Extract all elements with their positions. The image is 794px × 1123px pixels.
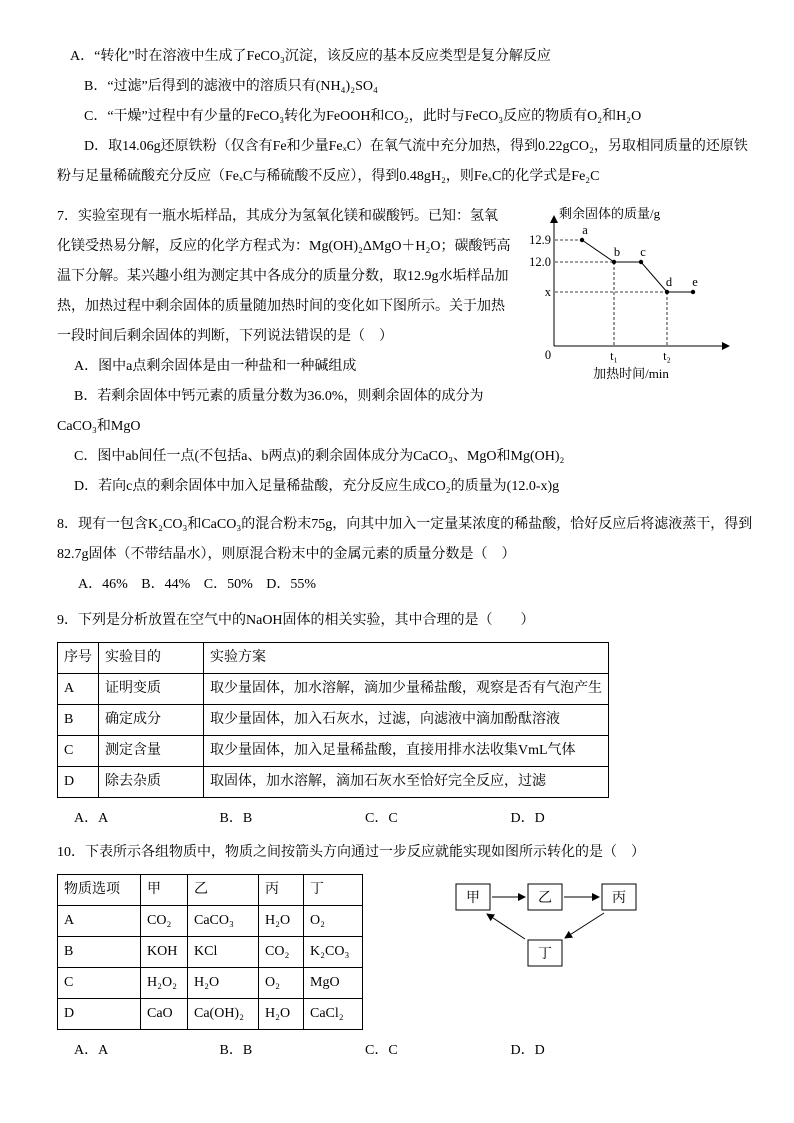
node-ding-label: 丁 — [538, 947, 552, 962]
question-6-options — [57, 42, 754, 192]
point-d-label: d — [665, 275, 673, 289]
q9-row-a-number: A — [58, 674, 99, 705]
point-b-label: b — [613, 245, 621, 259]
q10-row-c-option: C — [58, 968, 141, 999]
point-e-label: e — [692, 275, 698, 289]
table-row — [58, 767, 609, 798]
q10-table — [57, 874, 363, 1030]
q9-answer-options — [57, 804, 754, 834]
arrow-bing-to-ding — [565, 913, 604, 938]
xtick-t2: t₂ — [663, 349, 671, 363]
question-9 — [57, 606, 754, 834]
xtick-t1: t₁ — [610, 349, 618, 363]
q9-row-d-number: D — [58, 767, 99, 798]
q10-row-c-yi: H₂O — [188, 968, 259, 999]
q9-row-c-plan: 取少量固体，加入足量稀盐酸，直接用排水法收集VmL气体 — [204, 736, 609, 767]
point-a-label: a — [582, 223, 588, 237]
q8-stem: 8．现有一包含K₂CO₃和CaCO₃的混合粉末75g，向其中加入一定量某浓度的稀盐酸，恰好反应后将滤液蒸干，得到82.7g固体（不带结晶水），则原混合粉末中的金属元素的质量分数是（ ） — [57, 517, 753, 562]
q9-table — [57, 642, 609, 798]
question-8 — [57, 510, 754, 600]
q10-row-c-jia: H₂O₂ — [141, 968, 188, 999]
q9-header-number: 序号 — [58, 643, 99, 674]
q7-graph — [519, 204, 754, 402]
q7-chart-svg — [519, 204, 754, 402]
q8-option-d: D．55% — [266, 577, 317, 592]
table-row — [58, 937, 363, 968]
q10-row-a-option: A — [58, 906, 141, 937]
q10-answer-options — [57, 1036, 754, 1066]
point-e-dot — [691, 290, 695, 294]
q10-row-b-jia: KOH — [141, 937, 188, 968]
q10-row-b-yi: KCl — [188, 937, 259, 968]
q6-option-b: B．“过滤”后得到的滤液中的溶质只有(NH₄)₂SO₄ — [84, 79, 378, 94]
q10-row-b-option: B — [58, 937, 141, 968]
q8-option-a: A．46% — [78, 577, 128, 592]
q10-diagram-svg — [452, 876, 642, 976]
q9-row-a-purpose: 证明变质 — [99, 674, 204, 705]
q9-header-purpose: 实验目的 — [99, 643, 204, 674]
point-b-dot — [612, 260, 616, 264]
q10-answer-c: C．C — [365, 1043, 398, 1058]
q9-row-c-number: C — [58, 736, 99, 767]
q10-header-bing: 丙 — [259, 875, 304, 906]
point-c-dot — [639, 260, 643, 264]
node-jia-label: 甲 — [466, 891, 480, 906]
table-row — [58, 999, 363, 1030]
q10-row-d-jia: CaO — [141, 999, 188, 1030]
q9-answer-d: D．D — [510, 811, 545, 826]
q10-row-d-yi: Ca(OH)₂ — [188, 999, 259, 1030]
q7-option-d: D．若向c点的剩余固体中加入足量稀盐酸，充分反应生成CO₂的质量为(12.0-x)g — [74, 479, 560, 494]
q9-row-b-purpose: 确定成分 — [99, 705, 204, 736]
q9-row-b-plan: 取少量固体，加入石灰水，过滤，向滤液中滴加酚酞溶液 — [204, 705, 609, 736]
q9-answer-c: C．C — [365, 811, 398, 826]
table-row — [58, 736, 609, 767]
q10-answer-b: B．B — [219, 1043, 253, 1058]
q10-row-b-bing: CO₂ — [259, 937, 304, 968]
q9-stem: 9．下列是分析放置在空气中的NaOH固体的相关实验，其中合理的是（ ） — [57, 613, 535, 628]
q6-option-a: A．“转化”时在溶液中生成了FeCO₃沉淀，该反应的基本反应类型是复分解反应 — [70, 49, 551, 64]
q10-row-d-ding: CaCl₂ — [304, 999, 363, 1030]
node-yi-label: 乙 — [538, 891, 552, 906]
q8-option-c: C．50% — [203, 577, 253, 592]
q10-row-a-jia: CO₂ — [141, 906, 188, 937]
table-row — [58, 705, 609, 736]
q10-header-option: 物质选项 — [58, 875, 141, 906]
q9-header-row — [58, 643, 609, 674]
q9-header-plan: 实验方案 — [204, 643, 609, 674]
q9-row-c-purpose: 测定含量 — [99, 736, 204, 767]
q10-header-ding: 丁 — [304, 875, 363, 906]
q10-header-jia: 甲 — [141, 875, 188, 906]
chart-title: 剩余固体的质量/g — [559, 206, 661, 221]
question-7 — [57, 202, 754, 502]
q6-option-c: C．“干燥”过程中有少量的FeCO₃转化为FeOOH和CO₂，此时与FeCO₃反应的物质有O₂和H₂O — [84, 109, 642, 124]
q10-row-c-ding: MgO — [304, 968, 363, 999]
q7-option-b: B．若剩余固体中钙元素的质量分数为36.0%，则剩余固体的成分为CaCO₃和MgO — [57, 389, 484, 434]
q10-answer-d: D．D — [510, 1043, 545, 1058]
q10-transformation-diagram — [452, 876, 642, 976]
q7-option-a: A．图中a点剩余固体是由一种盐和一种碱组成 — [74, 359, 357, 374]
q10-stem: 10．下表所示各组物质中，物质之间按箭头方向通过一步反应就能实现如图所示转化的是（ ） — [57, 845, 645, 860]
q10-row-a-yi: CaCO₃ — [188, 906, 259, 937]
q8-options — [57, 570, 754, 600]
x-axis-title: 加热时间/min — [593, 366, 669, 381]
mass-curve — [582, 240, 693, 292]
q10-header-row — [58, 875, 363, 906]
q10-row-b-ding: K₂CO₃ — [304, 937, 363, 968]
ytick-x: x — [544, 285, 551, 299]
q10-row-a-ding: O₂ — [304, 906, 363, 937]
table-row — [58, 906, 363, 937]
table-row — [58, 968, 363, 999]
q8-option-b: B．44% — [141, 577, 191, 592]
arrow-ding-to-jia — [487, 914, 525, 939]
q9-row-b-number: B — [58, 705, 99, 736]
question-10 — [57, 838, 754, 1066]
node-bing-label: 丙 — [612, 891, 626, 906]
point-a-dot — [580, 238, 584, 242]
q9-row-d-plan: 取固体，加水溶解，滴加石灰水至恰好完全反应，过滤 — [204, 767, 609, 798]
q9-answer-a: A．A — [74, 811, 109, 826]
q6-option-d: D．取14.06g还原铁粉（仅含有Fe和少量FeₓC）在氧气流中充分加热，得到0.22gCO₂，另取相同质量的还原铁粉与足量稀硫酸充分反应（FeₓC与稀硫酸不反应），得到0.48gH₂，则FeₓC的化学式是Fe₂C — [57, 139, 748, 184]
q9-row-d-purpose: 除去杂质 — [99, 767, 204, 798]
table-row — [58, 674, 609, 705]
q10-row-c-bing: O₂ — [259, 968, 304, 999]
q7-stem: 7．实验室现有一瓶水垢样品，其成分为氢氧化镁和碳酸钙。已知：氢氧化镁受热易分解，反应的化学方程式为：Mg(OH)₂ΔMgO＋H₂O；碳酸钙高温下分解。某兴趣小组为测定其中各成分的质量分数，取12.9g水垢样品加热，加热过程中剩余固体的质量随加热时间的变化如下图所示。关于加热一段时间后剩余固体的判断，下列说法错误的是（ ） — [57, 209, 511, 344]
q10-header-yi: 乙 — [188, 875, 259, 906]
point-d-dot — [665, 290, 669, 294]
q9-answer-b: B．B — [219, 811, 253, 826]
ytick-12-9: 12.9 — [529, 233, 551, 247]
q9-row-a-plan: 取少量固体，加水溶解，滴加少量稀盐酸，观察是否有气泡产生 — [204, 674, 609, 705]
q10-row-d-bing: H₂O — [259, 999, 304, 1030]
point-c-label: c — [640, 245, 646, 259]
q10-row-a-bing: H₂O — [259, 906, 304, 937]
q7-option-c: C．图中ab间任一点(不包括a、b两点)的剩余固体成分为CaCO₃、MgO和Mg(OH)₂ — [74, 449, 565, 464]
ytick-12-0: 12.0 — [529, 255, 551, 269]
q10-row-d-option: D — [58, 999, 141, 1030]
origin-label: 0 — [544, 348, 552, 362]
q10-answer-a: A．A — [74, 1043, 109, 1058]
